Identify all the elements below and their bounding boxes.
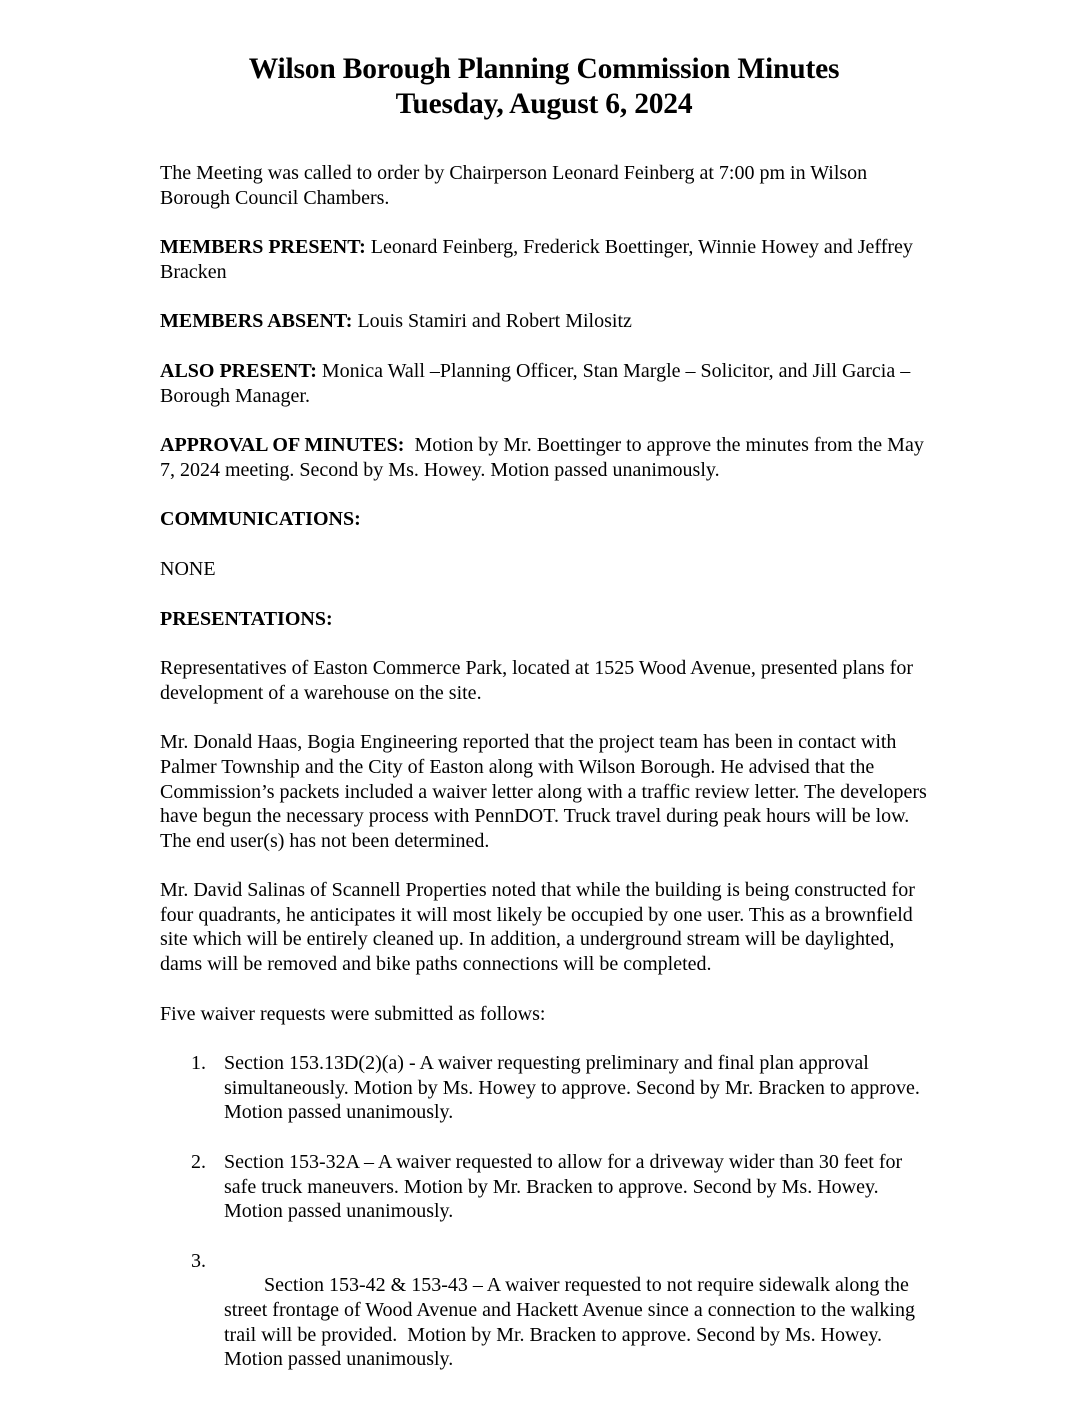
members-present-text: Leonard Feinberg, Frederick Boettinger, Winnie Howey and Jeffrey Bracken: [160, 236, 913, 283]
presentation-paragraph: Mr. David Salinas of Scannell Properties noted that while the building is being constructed for four quadrants, he anticipates it will most likely be occupied by one user. This as a brownfield site which will be entirely cleaned up. In addition, a underground stream will be daylighted, dams will be removed and bike paths connections will be completed.: [160, 879, 915, 976]
document-title: Wilson Borough Planning Commission Minutes: [248, 53, 840, 85]
presentations-heading: PRESENTATIONS:: [160, 607, 333, 630]
presentation-paragraph: Representatives of Easton Commerce Park, located at 1525 Wood Avenue, presented plans for development of a warehouse on the site.: [160, 657, 913, 704]
meeting-date: Tuesday, August 6, 2024: [395, 88, 693, 120]
waiver-number: 3.: [191, 1249, 206, 1272]
approval-of-minutes-label: APPROVAL OF MINUTES:: [160, 434, 405, 457]
call-to-order-paragraph: The Meeting was called to order by Chairperson Leonard Feinberg at 7:00 pm in Wilson Borough Council Chambers.: [160, 162, 868, 209]
minutes-body: [160, 161, 928, 1396]
waiver-list: [160, 1051, 928, 1396]
waiver-number: 1.: [191, 1052, 206, 1075]
also-present-label: ALSO PRESENT:: [160, 359, 317, 382]
waiver-item: [160, 1051, 928, 1125]
also-present-text: Monica Wall –Planning Officer, Stan Margle – Solicitor, and Jill Garcia – Borough Manager.: [160, 359, 911, 407]
members-absent-label: MEMBERS ABSENT:: [160, 310, 353, 333]
waiver-text: Section 153.13D(2)(a) - A waiver requesting preliminary and final plan approval simultaneously. Motion by Ms. Howey to approve. Second by Mr. Bracken to approve. Motion passed unanimously.: [224, 1052, 920, 1124]
waiver-text: Section 153-42 & 153-43 – A waiver requested to not require sidewalk along the street frontage of Wood Avenue and Hackett Avenue since a connection to the walking trail will be provided. Motion by Mr. Bracken to approve. Second by Ms. Howey. Motion passed unanimously.: [224, 1274, 920, 1371]
waiver-item: [160, 1150, 928, 1224]
members-absent-text: Louis Stamiri and Robert Milositz: [352, 310, 632, 333]
presentation-paragraph: Mr. Donald Haas, Bogia Engineering reported that the project team has been in contact with Palmer Township and the City of Easton along with Wilson Borough. He advised that the Commission’s packets included a waiver letter along with a traffic review letter. The developers have begun the necessary process with PennDOT. Truck travel during peak hours will be low. The end user(s) has not been determined.: [160, 731, 927, 852]
members-present-label: MEMBERS PRESENT:: [160, 236, 366, 259]
waiver-item: [160, 1249, 928, 1397]
approval-of-minutes-text: Motion by Mr. Boettinger to approve the minutes from the May 7, 2024 meeting. Second by Ms. Howey. Motion passed unanimously.: [160, 434, 929, 481]
waiver-intro: Five waiver requests were submitted as follows:: [160, 1002, 546, 1025]
communications-heading: COMMUNICATIONS:: [160, 508, 361, 531]
waiver-number: 2.: [191, 1151, 206, 1174]
approval-of-minutes-paragraph: [160, 433, 928, 482]
members-present-paragraph: [160, 235, 928, 284]
members-absent-paragraph: [160, 309, 928, 334]
waiver-text: Section 153-32A – A waiver requested to allow for a driveway wider than 30 feet for safe truck maneuvers. Motion by Mr. Bracken to approve. Second by Ms. Howey. Motion passed unanimously.: [224, 1151, 903, 1223]
also-present-paragraph: [160, 359, 928, 408]
document-page: [160, 52, 928, 1396]
communications-text: NONE: [160, 557, 216, 580]
